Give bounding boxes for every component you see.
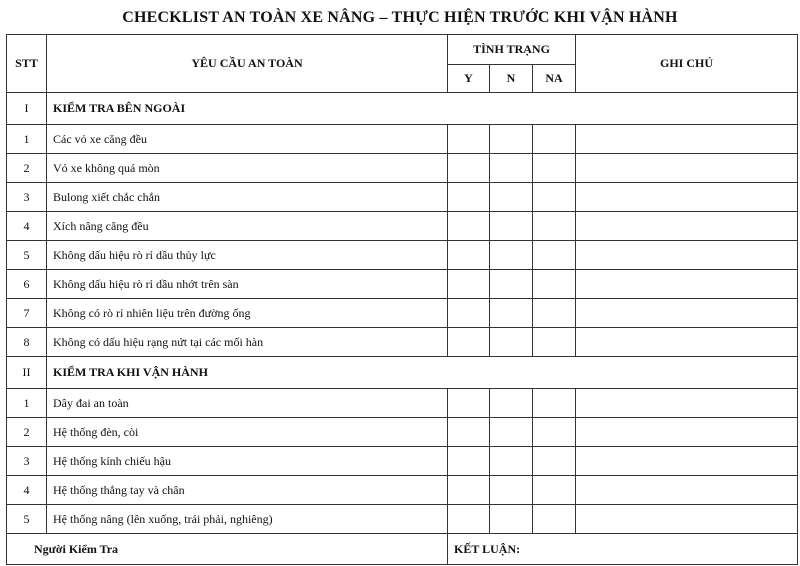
note-cell[interactable]: [576, 447, 798, 476]
item-requirement: Xích nâng căng đều: [47, 212, 448, 241]
note-cell[interactable]: [576, 299, 798, 328]
note-cell[interactable]: [576, 154, 798, 183]
item-number: 4: [7, 476, 47, 505]
section-title: KIỂM TRA KHI VẬN HÀNH: [47, 357, 798, 389]
status-cell-y[interactable]: [448, 125, 490, 154]
status-cell-y[interactable]: [448, 212, 490, 241]
checklist-table: [6, 34, 798, 565]
item-number: 1: [7, 389, 47, 418]
header-note: GHI CHÚ: [576, 35, 798, 93]
status-cell-y[interactable]: [448, 476, 490, 505]
status-cell-y[interactable]: [448, 328, 490, 357]
item-requirement: Không dấu hiệu rò rỉ dầu nhớt trên sàn: [47, 270, 448, 299]
item-requirement: Không dấu hiệu rò rỉ dầu thủy lực: [47, 241, 448, 270]
header-status: TÌNH TRẠNG: [448, 35, 576, 65]
item-number: 1: [7, 125, 47, 154]
status-cell-n[interactable]: [490, 418, 533, 447]
inspector-label: Người Kiểm Tra: [7, 534, 448, 565]
status-cell-y[interactable]: [448, 389, 490, 418]
note-cell[interactable]: [576, 241, 798, 270]
status-cell-n[interactable]: [490, 270, 533, 299]
checklist-row: [7, 447, 798, 476]
item-number: 4: [7, 212, 47, 241]
note-cell[interactable]: [576, 476, 798, 505]
checklist-row: [7, 154, 798, 183]
header-stt: STT: [7, 35, 47, 93]
status-cell-na[interactable]: [533, 476, 576, 505]
note-cell[interactable]: [576, 270, 798, 299]
item-requirement: Hệ thống đèn, còi: [47, 418, 448, 447]
note-cell[interactable]: [576, 505, 798, 534]
checklist-row: [7, 476, 798, 505]
status-cell-y[interactable]: [448, 299, 490, 328]
section-number: I: [7, 93, 47, 125]
status-cell-na[interactable]: [533, 241, 576, 270]
status-cell-y[interactable]: [448, 418, 490, 447]
status-cell-n[interactable]: [490, 389, 533, 418]
checklist-row: [7, 505, 798, 534]
item-requirement: Hệ thống kính chiếu hậu: [47, 447, 448, 476]
header-na: NA: [533, 65, 576, 93]
status-cell-n[interactable]: [490, 328, 533, 357]
header-n: N: [490, 65, 533, 93]
item-number: 2: [7, 418, 47, 447]
status-cell-n[interactable]: [490, 299, 533, 328]
item-requirement: Vỏ xe không quá mòn: [47, 154, 448, 183]
item-number: 7: [7, 299, 47, 328]
item-number: 5: [7, 241, 47, 270]
status-cell-na[interactable]: [533, 154, 576, 183]
checklist-row: [7, 183, 798, 212]
status-cell-na[interactable]: [533, 328, 576, 357]
status-cell-na[interactable]: [533, 389, 576, 418]
item-number: 5: [7, 505, 47, 534]
header-y: Y: [448, 65, 490, 93]
section-row: [7, 357, 798, 389]
header-requirement: YÊU CẦU AN TOÀN: [47, 35, 448, 93]
item-number: 8: [7, 328, 47, 357]
status-cell-n[interactable]: [490, 154, 533, 183]
item-requirement: Hệ thống thắng tay và chân: [47, 476, 448, 505]
item-requirement: Không có dấu hiệu rạng nứt tại các mối hàn: [47, 328, 448, 357]
status-cell-y[interactable]: [448, 154, 490, 183]
note-cell[interactable]: [576, 212, 798, 241]
status-cell-y[interactable]: [448, 241, 490, 270]
checklist-row: [7, 241, 798, 270]
status-cell-na[interactable]: [533, 270, 576, 299]
status-cell-na[interactable]: [533, 212, 576, 241]
section-number: II: [7, 357, 47, 389]
status-cell-n[interactable]: [490, 447, 533, 476]
checklist-row: [7, 389, 798, 418]
status-cell-na[interactable]: [533, 125, 576, 154]
item-requirement: Hệ thống nâng (lên xuống, trái phải, nghiêng): [47, 505, 448, 534]
item-number: 3: [7, 447, 47, 476]
status-cell-n[interactable]: [490, 125, 533, 154]
checklist-row: [7, 125, 798, 154]
status-cell-y[interactable]: [448, 270, 490, 299]
item-number: 2: [7, 154, 47, 183]
checklist-row: [7, 418, 798, 447]
status-cell-y[interactable]: [448, 505, 490, 534]
status-cell-n[interactable]: [490, 476, 533, 505]
item-requirement: Dây đai an toàn: [47, 389, 448, 418]
item-requirement: Các vỏ xe căng đều: [47, 125, 448, 154]
checklist-row: [7, 299, 798, 328]
status-cell-na[interactable]: [533, 505, 576, 534]
status-cell-n[interactable]: [490, 241, 533, 270]
checklist-row: [7, 212, 798, 241]
item-requirement: Không có rò rỉ nhiên liệu trên đường ống: [47, 299, 448, 328]
note-cell[interactable]: [576, 328, 798, 357]
note-cell[interactable]: [576, 125, 798, 154]
item-number: 3: [7, 183, 47, 212]
item-requirement: Bulong xiết chắc chắn: [47, 183, 448, 212]
checklist-row: [7, 328, 798, 357]
status-cell-na[interactable]: [533, 447, 576, 476]
checklist-row: [7, 270, 798, 299]
status-cell-n[interactable]: [490, 505, 533, 534]
note-cell[interactable]: [576, 183, 798, 212]
section-row: [7, 93, 798, 125]
status-cell-y[interactable]: [448, 447, 490, 476]
section-title: KIỂM TRA BÊN NGOÀI: [47, 93, 798, 125]
status-cell-n[interactable]: [490, 212, 533, 241]
note-cell[interactable]: [576, 418, 798, 447]
status-cell-na[interactable]: [533, 418, 576, 447]
status-cell-na[interactable]: [533, 299, 576, 328]
status-cell-y[interactable]: [448, 183, 490, 212]
document-title: CHECKLIST AN TOÀN XE NÂNG – THỰC HIỆN TRƯỚC KHI VẬN HÀNH: [122, 9, 678, 26]
conclusion-label: KẾT LUẬN:: [448, 534, 798, 565]
status-cell-na[interactable]: [533, 183, 576, 212]
item-number: 6: [7, 270, 47, 299]
note-cell[interactable]: [576, 389, 798, 418]
status-cell-n[interactable]: [490, 183, 533, 212]
